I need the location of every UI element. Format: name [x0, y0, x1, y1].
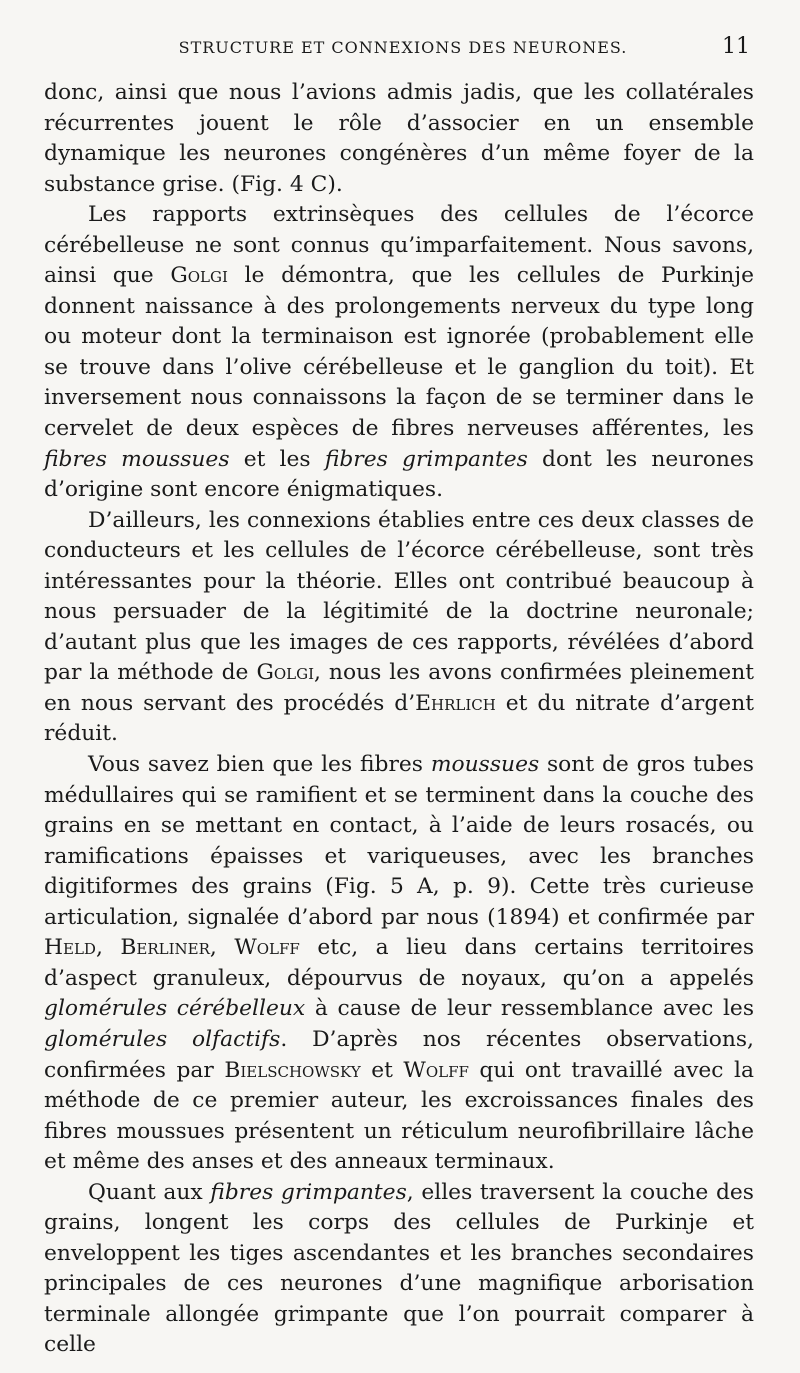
author-name: Golgi	[170, 263, 228, 289]
italic-term: fibres moussues	[44, 446, 230, 472]
text-run: à cause de leur ressemblance avec les	[305, 996, 755, 1022]
text-run: dont les neurones d’origine sont encore énigmatiques.	[44, 446, 754, 503]
paragraph	[44, 200, 754, 505]
text-run: , elles traversent la couche des grains, longent les corps des cellules de Purkinje et enveloppent les tiges ascendantes et les branches secondaires principales de ces neurones d’une magnifique arborisation terminale allongée grimpante que l’on pourrait comparer à celle	[44, 1179, 754, 1358]
text-run: Les rapports extrinsèques des cellules de l’écorce cérébelleuse ne sont connus qu’imparfaitement. Nous savons, ainsi que	[44, 202, 754, 289]
paragraph	[44, 750, 754, 1178]
author-name: Wolff	[403, 1057, 469, 1083]
italic-term: glomérules cérébelleux	[44, 996, 306, 1022]
author-name: Wolff	[234, 935, 300, 961]
author-name: Bielschowsky	[224, 1057, 361, 1083]
author-name: Berliner	[120, 935, 210, 961]
text-run: et du nitrate d’argent réduit.	[44, 690, 754, 747]
text-run: sont de gros tubes médullaires qui se ramifient et se terminent dans la couche des grains en se mettant en contact, à l’aide de leurs rosacés, ou ramifications épaisses et variqueuses, avec les branches digitiformes des grains (Fig. 5 A, p. 9). Cette très curieuse articulation, signalée d’abord par nous (1894) et confirmée par	[44, 752, 754, 930]
italic-term: glomérules olfactifs	[44, 1026, 281, 1052]
text-run: donc, ainsi que nous l’avions admis jadis, que les collatérales récurrentes jouent le rôle d’associer en un ensemble dynamique les neurones congénères d’un même foyer de la substance grise. (Fig. 4 C).	[44, 80, 754, 197]
author-name: Golgi	[256, 660, 315, 686]
text-run: ,	[95, 935, 121, 961]
text-run: ,	[209, 935, 235, 961]
author-name: Ehrlich	[415, 690, 496, 716]
text-run: , nous les avons confirmées pleinement en nous servant des procédés d’	[44, 660, 754, 716]
italic-term: fibres grimpantes	[324, 446, 528, 472]
paragraph	[44, 78, 754, 200]
author-name: Held	[44, 935, 96, 961]
text-run: etc, a lieu dans certains territoires d’aspect granuleux, dépourvus de noyaux, qu’on a appelés	[44, 935, 755, 991]
italic-term: fibres grimpantes	[210, 1179, 407, 1205]
text-run: et les	[229, 446, 325, 472]
text-run: le démontra, que les cellules de Purkinje donnent naissance à des prolongements nerveux du type long ou moteur dont la terminaison est ignorée (probablement elle se trouve dans l’olive cérébelleuse et le ganglion du toit). Et inversement nous connaissons la façon de se terminer dans le cervelet de deux espèces de fibres nerveuses afférentes, les	[44, 263, 754, 442]
text-run: D’ailleurs, les connexions établies entre ces deux classes de conducteurs et les cellules de l’écorce cérébelleuse, sont très intéressantes pour la théorie. Elles ont contribué beaucoup à nous persuader de la légitimité de la doctrine neuronale; d’autant plus que les images de ces rapports, révélées d’abord par la méthode de	[44, 507, 754, 686]
page-number: 11	[722, 34, 750, 59]
paragraph	[44, 506, 754, 750]
text-run: et	[360, 1057, 404, 1083]
running-title: STRUCTURE ET CONNEXIONS DES NEURONES.	[178, 38, 628, 57]
paragraph	[44, 1178, 754, 1361]
italic-term: moussues	[430, 752, 540, 778]
text-run: . D’après nos récentes observations, confirmées par	[44, 1026, 754, 1083]
body-text	[44, 78, 754, 1361]
text-run: Quant aux	[88, 1179, 211, 1205]
text-run: Vous savez bien que les fibres	[88, 752, 431, 778]
text-run: qui ont travaillé avec la méthode de ce premier auteur, les excroissances finales des fibres moussues présentent un réticulum neurofibrillaire lâche et même des anses et des anneaux terminaux.	[44, 1057, 754, 1175]
running-header	[44, 34, 754, 78]
